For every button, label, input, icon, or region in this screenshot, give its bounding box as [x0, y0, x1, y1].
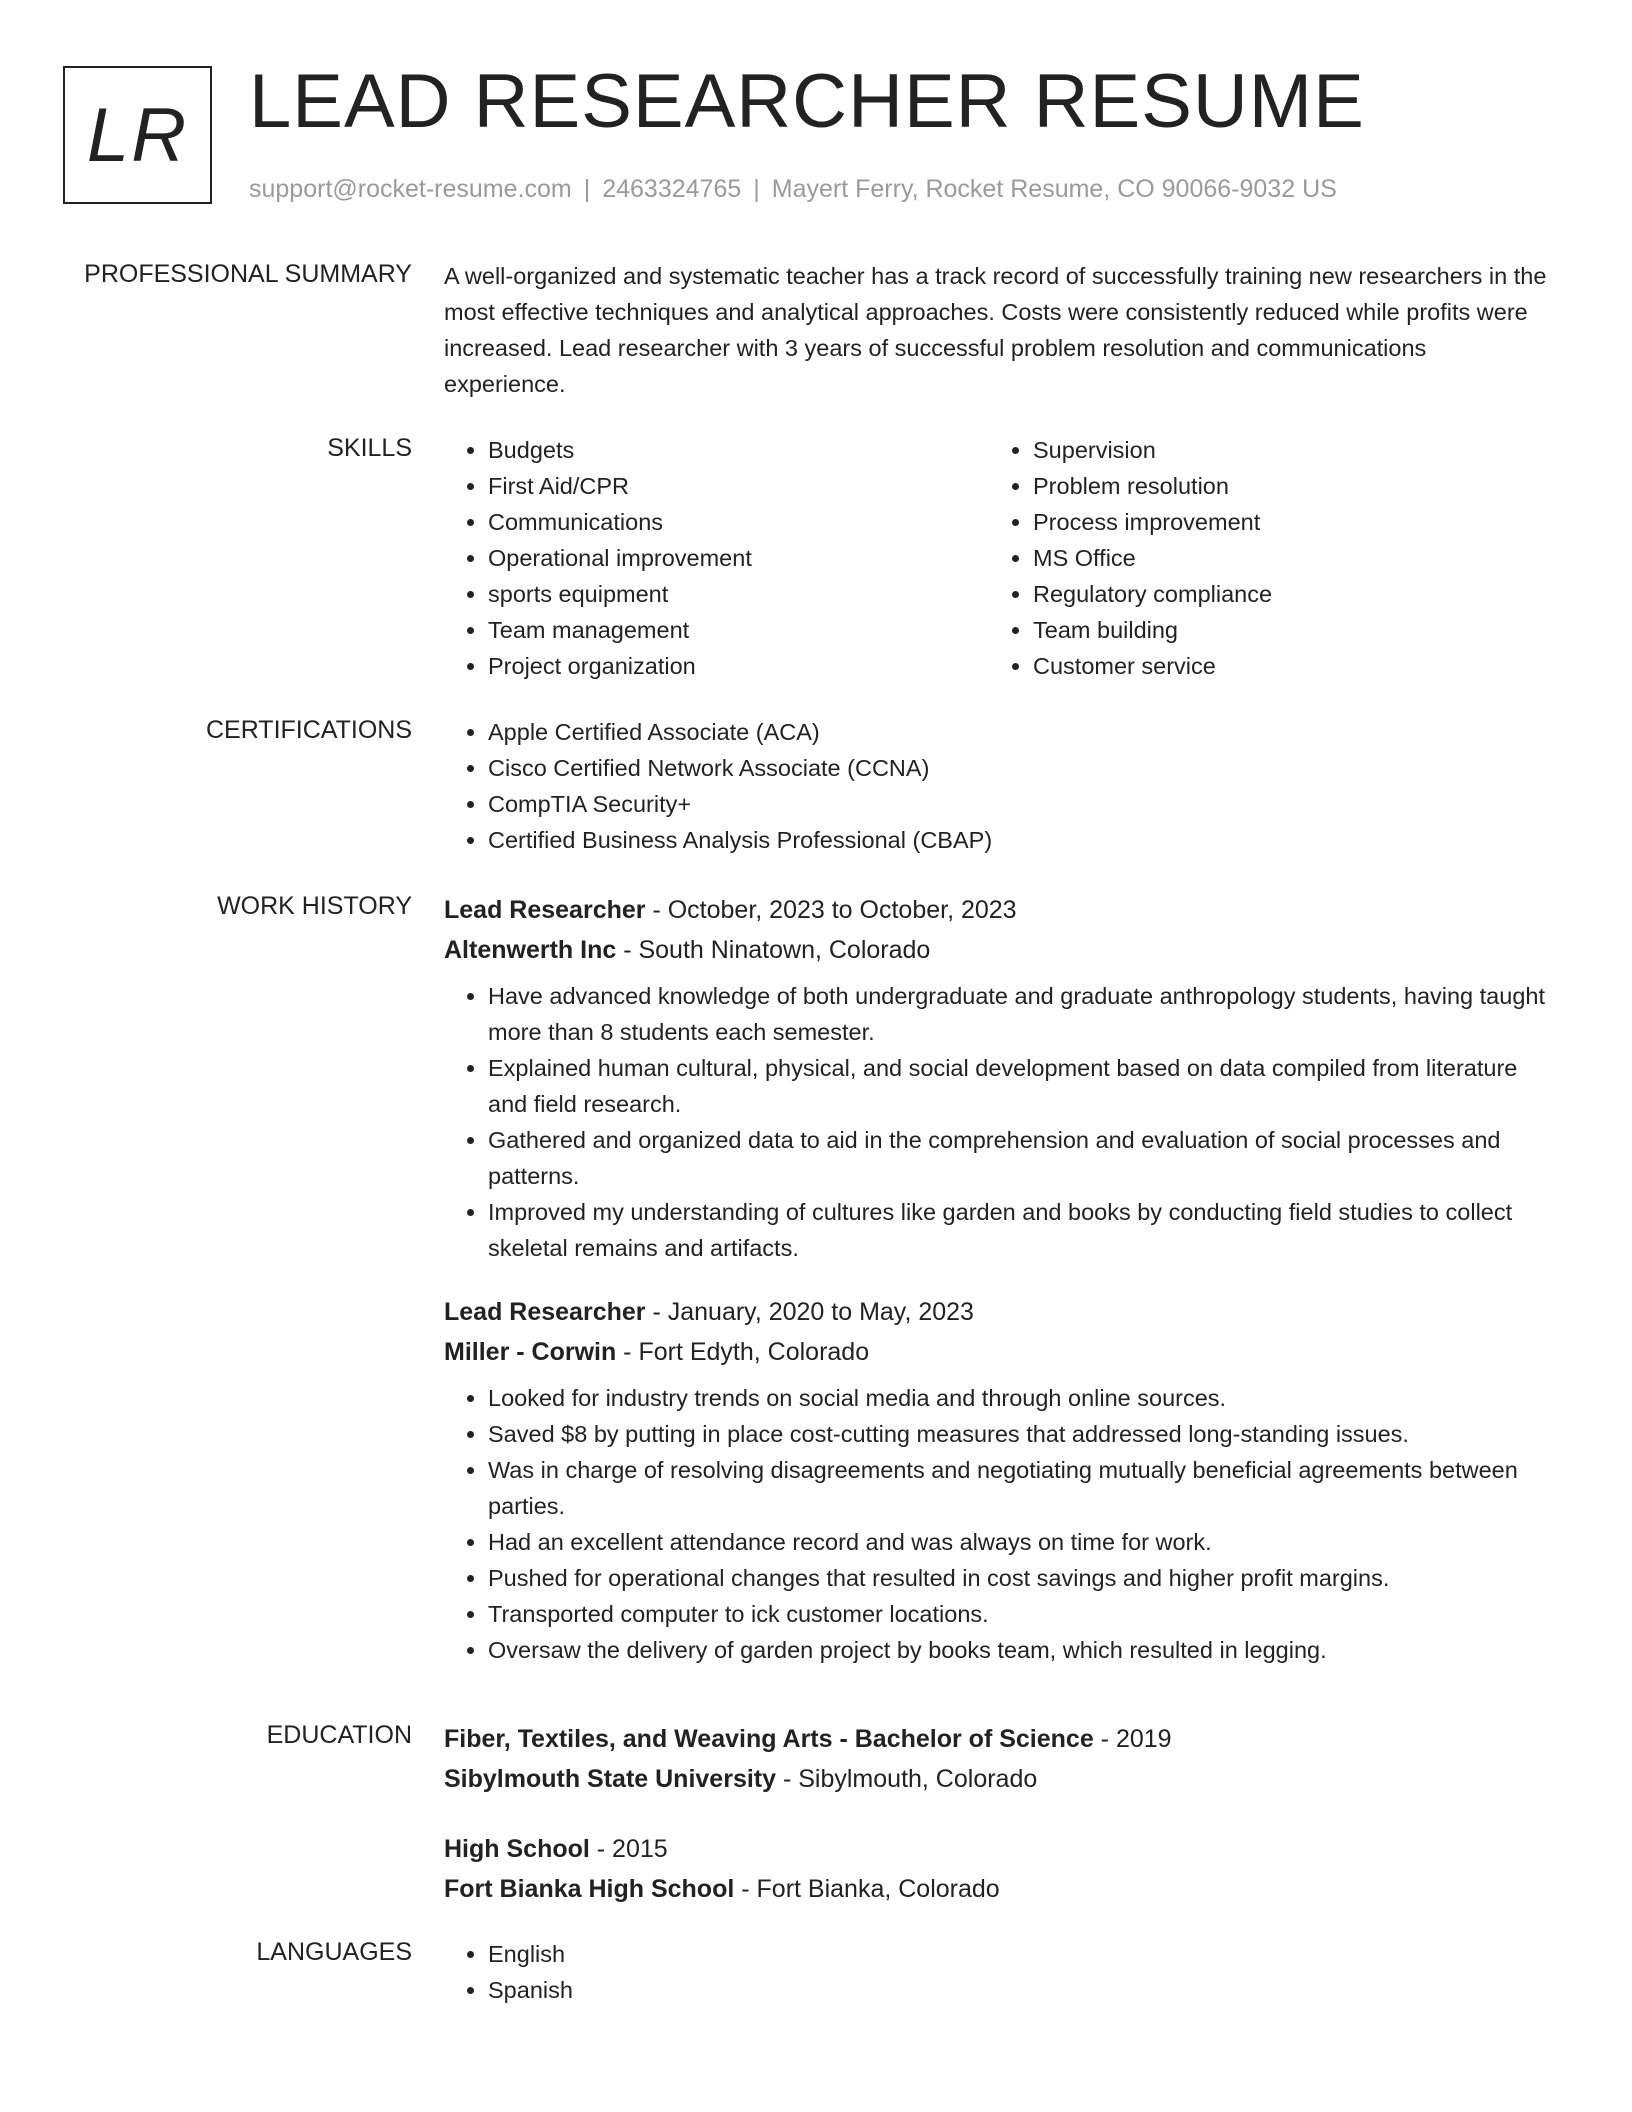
certifications-list: [444, 714, 1554, 858]
education-year: - 2015: [589, 1835, 668, 1863]
contact-separator: |: [583, 175, 591, 203]
education-location: - Sibylmouth, Colorado: [776, 1765, 1038, 1793]
list-item: • Team management: [488, 612, 989, 648]
list-item: • Project organization: [488, 648, 989, 684]
list-item: • Was in charge of resolving disagreements and negotiating mutually beneficial agreements between parties.: [488, 1452, 1554, 1524]
job-title: Lead Researcher: [444, 1298, 646, 1326]
skills-list-right: [989, 432, 1534, 684]
education-entry: [444, 1829, 1554, 1909]
job-location: - Fort Edyth, Colorado: [616, 1338, 870, 1366]
contact-address: Mayert Ferry, Rocket Resume, CO 90066-9032 US: [771, 175, 1337, 203]
job-entry: [444, 1292, 1554, 1668]
resume-title: LEAD RESEARCHER RESUME: [249, 59, 1365, 144]
education-school: Sibylmouth State University: [444, 1765, 777, 1793]
list-item: • Certified Business Analysis Professional (CBAP): [488, 822, 1554, 858]
list-item: • Transported computer to ick customer locations.: [488, 1596, 1554, 1632]
education-entry: [444, 1719, 1554, 1799]
skills-list-left: [444, 432, 989, 684]
languages-heading: LANGUAGES: [256, 1938, 412, 1966]
list-item: • Supervision: [1033, 432, 1534, 468]
contact-line: [249, 174, 1337, 204]
list-item: • English: [488, 1936, 1554, 1972]
job-title: Lead Researcher: [444, 896, 646, 924]
contact-email: support@rocket-resume.com: [249, 175, 572, 203]
list-item: • Communications: [488, 504, 989, 540]
list-item: • Explained human cultural, physical, and social development based on data compiled from literature and field research.: [488, 1050, 1554, 1122]
job-location: - South Ninatown, Colorado: [616, 936, 931, 964]
education-school: Fort Bianka High School: [444, 1875, 735, 1903]
list-item: • Apple Certified Associate (ACA): [488, 714, 1554, 750]
list-item: • Looked for industry trends on social media and through online sources.: [488, 1380, 1554, 1416]
work-history-heading: WORK HISTORY: [217, 892, 412, 920]
education-body: [444, 1719, 1554, 1909]
list-item: • Oversaw the delivery of garden project by books team, which resulted in legging.: [488, 1632, 1554, 1668]
summary-text: A well-organized and systematic teacher has a track record of successfully training new researchers in the most effective techniques and analytical approaches. Costs were consistently reduced while profits were increased. Lead researcher with 3 years of successful problem resolution and communications experience.: [444, 263, 1547, 397]
list-item: • Pushed for operational changes that resulted in cost savings and higher profit margins.: [488, 1560, 1554, 1596]
list-item: • Saved $8 by putting in place cost-cutting measures that addressed long-standing issues.: [488, 1416, 1554, 1452]
list-item: • Improved my understanding of cultures like garden and books by conducting field studies to collect skeletal remains and artifacts.: [488, 1194, 1554, 1266]
list-item: • Spanish: [488, 1972, 1554, 2008]
list-item: • MS Office: [1033, 540, 1534, 576]
list-item: • Had an excellent attendance record and was always on time for work.: [488, 1524, 1554, 1560]
education-degree: Fiber, Textiles, and Weaving Arts - Bachelor of Science: [444, 1725, 1094, 1753]
list-item: • Have advanced knowledge of both undergraduate and graduate anthropology students, having taught more than 8 students each semester.: [488, 978, 1554, 1050]
job-dates: - October, 2023 to October, 2023: [645, 896, 1017, 924]
skills-columns: [444, 432, 1554, 684]
education-degree: High School: [444, 1835, 590, 1863]
skills-heading: SKILLS: [327, 434, 412, 462]
resume-header: [63, 59, 1563, 214]
summary-heading: PROFESSIONAL SUMMARY: [84, 260, 412, 288]
list-item: • sports equipment: [488, 576, 989, 612]
job-duties-list: [444, 1380, 1554, 1668]
certifications-body: [444, 714, 1554, 858]
list-item: • Budgets: [488, 432, 989, 468]
list-item: • Process improvement: [1033, 504, 1534, 540]
list-item: • CompTIA Security+: [488, 786, 1554, 822]
languages-body: [444, 1936, 1554, 2008]
list-item: • Team building: [1033, 612, 1534, 648]
list-item: • Cisco Certified Network Associate (CCNA): [488, 750, 1554, 786]
job-entry: [444, 890, 1554, 1266]
job-company: Miller - Corwin: [444, 1338, 617, 1366]
job-dates: - January, 2020 to May, 2023: [645, 1298, 974, 1326]
list-item: • Problem resolution: [1033, 468, 1534, 504]
monogram-logo: LR: [63, 66, 212, 204]
education-heading: EDUCATION: [266, 1721, 412, 1749]
list-item: • First Aid/CPR: [488, 468, 989, 504]
contact-phone: 2463324765: [602, 175, 742, 203]
work-history-body: [444, 890, 1554, 1668]
languages-list: [444, 1936, 1554, 2008]
certifications-heading: CERTIFICATIONS: [205, 716, 412, 744]
job-duties-list: [444, 978, 1554, 1266]
list-item: • Operational improvement: [488, 540, 989, 576]
job-company: Altenwerth Inc: [444, 936, 617, 964]
education-location: - Fort Bianka, Colorado: [734, 1875, 1000, 1903]
list-item: • Customer service: [1033, 648, 1534, 684]
education-year: - 2019: [1093, 1725, 1172, 1753]
list-item: • Regulatory compliance: [1033, 576, 1534, 612]
contact-separator: |: [753, 175, 760, 203]
list-item: • Gathered and organized data to aid in the comprehension and evaluation of social processes and patterns.: [488, 1122, 1554, 1194]
